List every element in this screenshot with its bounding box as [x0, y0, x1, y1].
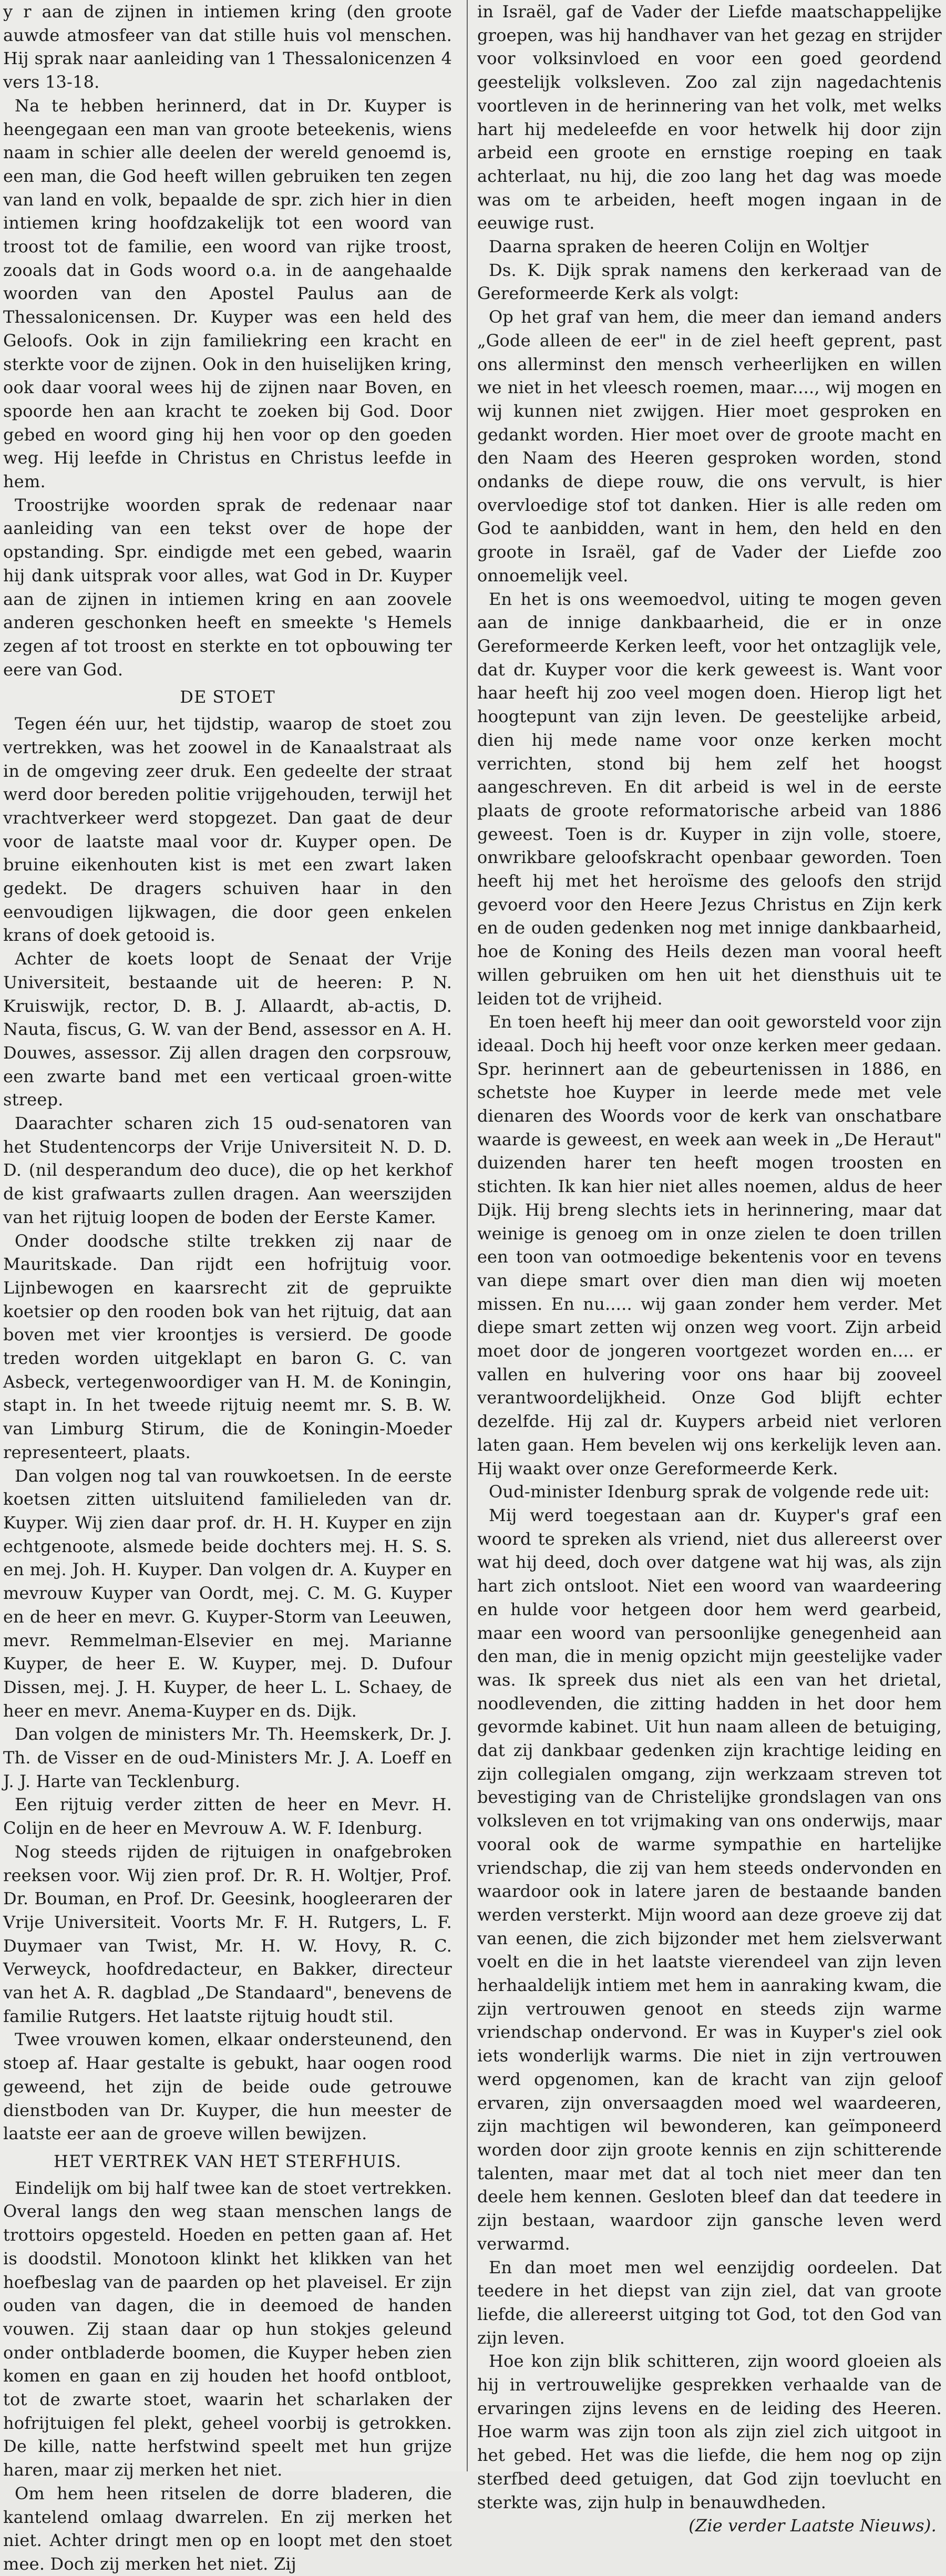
article-paragraph: Ds. K. Dijk sprak namens den kerkeraad van de Gereformeerde Kerk als volgt: [477, 260, 942, 304]
article-paragraph: Onder doodsche stilte trekken zij naar de Mauritskade. Dan rijdt een hofrijtuig voor. Lijnbewogen en kaarsrecht zit de gepruikte koetsier op den rooden bok van het rijtuig, dat aan boven met vier kroontjes is versierd. De goode treden worden uitgeklapt en baron G. C. van Asbeck, vertegenwoordiger van H. M. de Koningin, stapt in. In het tweede rijtuig neemt mr. S. B. W. van Limburg Stirum, die de Koningin-Moeder representeert, plaats. [3, 1230, 452, 1462]
article-paragraph: Mij werd toegestaan aan dr. Kuyper's graf een woord te spreken als vriend, niet dus allereerst over wat hij deed, doch over datgene wat hij was, als zijn hart zich ontsloot. Niet een woord van waardeering en hulde voor hetgeen door hem werd gearbeid, maar een woord van persoonlijke genegenheid aan den man, die in menig opzicht mijn geestelijke vader was. Ik spreek dus niet als een van het drietal, noodlevenden, die zitting hadden in het door hem gevormde kabinet. Uit hun naam alleen de betuiging, dat zij dankbaar gedenken zijn krachtige leiding en zijn collegialen omgang, zijn werkzaam streven tot bevestiging van de Christelijke grondslagen van ons volksleven en tot vrijmaking van ons onderwijs, maar vooral ook de warme sympathie en hartelijke vriendschap, die zij van hem steeds ondervonden en waardoor ook in latere jaren de bestaande banden werden versterkt. Mijn woord aan deze groeve zij dat van eenen, die zich bijzonder met hem zielsverwant voelt en die in het laatste vierendeel van zijn leven herhaaldelijk intiem met hem in aanraking kwam, die zijn vertrouwen genoot en steeds zijn warme vriendschap ondervond. Er was in Kuyper's ziel ook iets wonderlijk warms. Die niet in zijn vertrouwen werd opgenomen, kan de kracht van zijn geloof ervaren, zijn onversaagden moed wel waardeeren, zijn machtigen wil bewonderen, kan geïmponeerd worden door zijn groote kennis en zijn schitterende talenten, maar met dat al toch niet meer dan ten deele hem kennen. Gesloten bleef dan dat teedere in zijn bestaan, waardoor zijn gansche leven werd verwarmd. [477, 1505, 942, 2254]
article-paragraph: Oud-minister Idenburg sprak de volgende rede uit: [489, 1482, 930, 1502]
section-heading-stoet: DE STOET [180, 687, 275, 707]
right-column [477, 0, 946, 2536]
article-paragraph: Een rijtuig verder zitten de heer en Mevr. H. Colijn en de heer en Mevrouw A. W. F. Idenburg. [3, 1794, 452, 1839]
article-paragraph: Na te hebben herinnerd, dat in Dr. Kuyper is heengegaan een man van groote beteekenis, wiens naam in schier alle deelen der wereld genoemd is, een man, die God heeft willen gebruiken ten zegen van land en volk, bepaalde de spr. zich hier in dien intiemen kring hoofdzakelijk tot een woord van troost tot de familie, een woord van rijke troost, zooals dat in Gods woord o.a. in de aangehaalde woorden van den Apostel Paulus aan de Thessalonicensen. Dr. Kuyper was een held des Geloofs. Ook in zijn familiekring een kracht en sterkte voor de zijnen. Ook in den huiselijken kring, ook daar vooral wees hij de zijnen naar Boven, en spoorde hen aan kracht te zoeken bij God. Door gebed en woord ging hij hen voor op den goeden weg. Hij leefde in Christus en Christus leefde in hem. [3, 95, 452, 492]
article-paragraph: Tegen één uur, het tijdstip, waarop de stoet zou vertrekken, was het zoowel in de Kanaalstraat als in de omgeving zeer druk. Een gedeelte der straat werd door bereden politie vrijgehouden, terwijl het vrachtverkeer werd stopgezet. Dan gaat de deur voor de laatste maal voor dr. Kuyper open. De bruine eikenhouten kist is met een zwart laken gedekt. De dragers schuiven haar in den eenvoudigen lijkwagen, die door geen enkelen krans of doek getooid is. [3, 714, 452, 946]
article-paragraph: y r aan de zijnen in intiemen kring (den groote auwde atmosfeer van dat stille huis vol menschen. Hij sprak naar aanleiding van 1 Thessalonicenzen 4 vers 13-18. [3, 2, 452, 93]
article-paragraph: En toen heeft hij meer dan ooit geworsteld voor zijn ideaal. Doch hij heeft voor onze kerken meer gedaan. Spr. herinnert aan de gebeurtenissen in 1886, en schetste hoe Kuyper in leerde mede met vele dienaren des Woords voor de kerk van onschatbare waarde is geweest, en week aan week in „De Heraut" duizenden harer ten heeft mogen troosten en stichten. Ik kan hier niet alles noemen, aldus de heer Dijk. Hij breng slechts iets in herinnering, maar dat weinige is genoeg om in onze zielen te doen trillen een toon van ootmoedige bekentenis voor en tevens van diepe smart over dien man dien wij moeten missen. En nu..... wij gaan zonder hem verder. Met diepe smart zetten wij onzen weg voort. Zijn arbeid moet door de jongeren voortgezet worden en.... er vallen en hulvering voor ons haar bij zooveel verantwoordelijkheid. Onze God blijft echter dezelfde. Hij zal dr. Kuypers arbeid niet verloren laten gaan. Hem bevelen wij ons kerkelijk leven aan. Hij waakt over onze Gereformeerde Kerk. [477, 1012, 942, 1479]
article-paragraph: Eindelijk om bij half twee kan de stoet vertrekken. Overal langs den weg staan menschen langs de trottoirs opgesteld. Hoeden en petten gaan af. Het is doodstil. Monotoon klinkt het klikken van het hoefbeslag van de paarden op het plaveisel. Er zijn ouden van dagen, die in deemoed de handen vouwen. Zij staan daar op hun stokjes geleund onder ontbladerde boomen, die Kuyper heben zien komen en gaan en zij houden het hoofd ontbloot, tot de zwarte stoet, waarin het scharlaken der hofrijtuigen fel plekt, geheel voorbij is getrokken. De kille, natte herfstwind speelt met hun grijze haren, maar zij merken het niet. [3, 2178, 452, 2480]
article-paragraph: Dan volgen nog tal van rouwkoetsen. In de eerste koetsen zitten uitsluitend familieleden van dr. Kuyper. Wij zien daar prof. dr. H. H. Kuyper en zijn echtgenoote, alsmede beide dochters mej. H. S. S. en mej. Joh. H. Kuyper. Dan volgen dr. A. Kuyper en mevrouw Kuyper van Oordt, mej. C. M. G. Kuyper en de heer en mevr. G. Kuyper-Storm van Leeuwen, mevr. Remmelman-Elsevier en mej. Marianne Kuyper, de heer E. W. Kuyper, mej. D. Dufour Dissen, mej. J. H. Kuyper, de heer L. L. Schaey, de heer en mevr. Anema-Kuyper en ds. Dijk. [3, 1465, 452, 1721]
article-paragraph: in Israël, gaf de Vader der Liefde maatschappelijke groepen, was hij handhaver van het gezag en strijder voor volksinvloed en voor een goed geordend geestelijk volksleven. Zoo zal zijn nagedachtenis voortleven in de herinnering van het volk, met welks hart hij medeleefde en voor hetwelk hij door zijn arbeid een groote en ernstige roeping en taak achterlaat, nu hij, die zoo lang het dag was moede was om te arbeiden, heeft mogen ingaan in de eeuwige rust. [477, 2, 942, 233]
article-paragraph: Daarna spraken de heeren Colijn en Woltjer [489, 237, 869, 257]
article-paragraph: Daarachter scharen zich 15 oud-senatoren van het Studentencorps der Vrije Universiteit N. D. D. D. (nil desperandum deo duce), die op het kerkhof de kist grafwaarts zullen dragen. Aan weerszijden van het rijtuig loopen de boden der Eerste Kamer. [3, 1113, 452, 1227]
column-divider [467, 0, 468, 2471]
article-paragraph: En het is ons weemoedvol, uiting te mogen geven aan de innige dankbaarheid, die er in onze Gereformeerde Kerken leeft, voor het ontzaglijk vele, dat dr. Kuyper voor die kerk geweest is. Want voor haar heeft hij zoo veel mogen doen. Hierop ligt het hoogtepunt van zijn leven. De geestelijke arbeid, dien hij mede name voor onze kerken mocht verrichten, stond bij hem zelf het hoogst aangeschreven. En dit arbeid is wel in de eerste plaats de groote reformatorische arbeid van 1886 geweest. Toen is dr. Kuyper in zijn volle, stoere, onwrikbare geloofskracht openbaar geworden. Toen heeft hij met het heroïsme des geloofs den strijd gevoerd voor den Heere Jezus Christus en Zijn kerk en de ouden gedenken nog met innige dankbaarheid, hoe de Koning des Heils dezen man vooral heeft willen gebruiken om hen uit het diensthuis uit te leiden tot de vrijheid. [477, 589, 942, 1009]
continuation-note: (Zie verder Laatste Nieuws). [688, 2516, 937, 2536]
left-column [0, 0, 458, 2574]
article-paragraph: Hoe kon zijn blik schitteren, zijn woord gloeien als hij in vertrouwelijke gesprekken verhaalde van de ervaringen zijns levens en de leiding des Heeren. Hoe warm was zijn toon als zijn ziel zich uitgoot in het gebed. Het was die liefde, die hem nog op zijn sterfbed deed getuigen, dat God zijn toevlucht en sterkte was, zijn hulp in benauwdheden. [477, 2351, 942, 2512]
article-paragraph: Twee vrouwen komen, elkaar ondersteunend, den stoep af. Haar gestalte is gebukt, haar oogen rood geweend, het zijn de beide oude getrouwe dienstboden van Dr. Kuyper, die hun meester de laatste eer aan de groeve willen bewijzen. [3, 2029, 452, 2144]
article-paragraph: Troostrijke woorden sprak de redenaar naar aanleiding van een tekst over de hope der opstanding. Spr. eindigde met een gebed, waarin hij dank uitsprak voor alles, wat God in Dr. Kuyper aan de zijnen in intiemen kring en aan zoovele anderen geschonken heeft en smeekte 's Hemels zegen af tot troost en sterkte en tot opbouwing ter eere van God. [3, 495, 452, 680]
article-paragraph: Om hem heen ritselen de dorre bladeren, die kantelend omlaag dwarrelen. En zij merken het niet. Achter dringt men op en loopt met den stoet mee. Doch zij merken het niet. Zij [3, 2483, 452, 2574]
article-paragraph: Nog steeds rijden de rijtuigen in onafgebroken reeksen voor. Wij zien prof. Dr. R. H. Woltjer, Prof. Dr. Bouman, en Prof. Dr. Geesink, hoogleeraren der Vrije Universiteit. Voorts Mr. F. H. Rutgers, L. F. Duymaer van Twist, Mr. H. W. Hovy, R. C. Verweyck, hoofdredacteur, en Bakker, directeur van het A. R. dagblad „De Standaard", benevens de familie Rutgers. Het laatste rijtuig houdt stil. [3, 1841, 452, 2026]
article-paragraph: En dan moet men wel eenzijdig oordeelen. Dat teedere in het diepst van zijn ziel, dat van groote liefde, die allereerst uitging tot God, tot den God van zijn leven. [477, 2257, 942, 2348]
article-paragraph: Achter de koets loopt de Senaat der Vrije Universiteit, bestaande uit de heeren: P. N. Kruiswijk, rector, D. B. J. Allaardt, ab-actis, D. Nauta, fiscus, G. W. van der Bend, assessor en A. H. Douwes, assessor. Zij allen dragen den corpsrouw, een zwarte band met een verticaal groen-witte streep. [3, 949, 452, 1110]
article-paragraph: Dan volgen de ministers Mr. Th. Heemskerk, Dr. J. Th. de Visser en de oud-Ministers Mr. J. A. Loeff en J. J. Harte van Tecklenburg. [3, 1724, 452, 1791]
article-paragraph: Op het graf van hem, die meer dan iemand anders „Gode alleen de eer" in de ziel heeft geprent, past ons allerminst den mensch verheerlijken en willen we niet in het vleesch roemen, maar...., wij mogen en wij kunnen niet zwijgen. Hier moet gesproken en gedankt worden. Hier moet over de groote macht en den Naam des Heeren gesproken worden, stond ondanks de diepe rouw, die ons vervult, is hier overvloedige stof tot danken. Hier is alle reden om God te aanbidden, want in hem, den held en den groote in Israël, gaf de Vader der Liefde zoo onnoemelijk veel. [477, 307, 942, 586]
section-heading-vertrek: HET VERTREK VAN HET STERFHUIS. [53, 2151, 402, 2171]
